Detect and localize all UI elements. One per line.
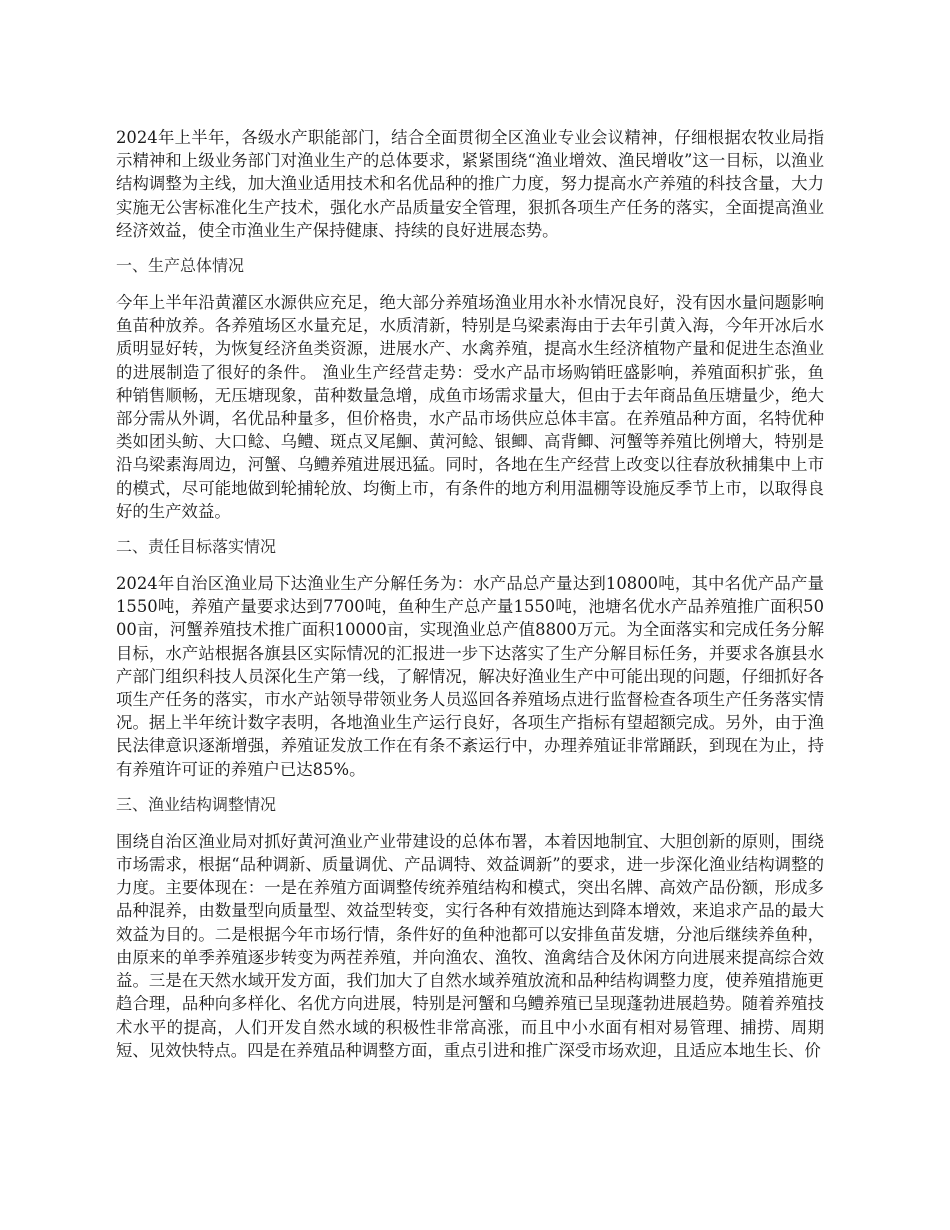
section-heading-structure-adjustment: 三、渔业结构调整情况 [116,794,277,814]
section-body-structure-adjustment: 围绕自治区渔业局对抓好黄河渔业产业带建设的总体布署，本着因地制宜、大胆创新的原则，围绕市场需求，根据“品种调新、质量调优、产品调特、效益调新”的要求，进一步深化渔业结构调整的力度。主要体现在：一是在养殖方面调整传统养殖结构和模式，突出名牌、高效产品份额，形成多品种混养，由数量型向质量型、效益型转变，实行各种有效措施达到降本增效，来追求产品的最大效益为目的。二是根据今年市场行情，条件好的鱼种池都可以安排鱼苗发塘，分池后继续养鱼种，由原来的单季养殖逐步转变为两茬养殖，并向渔农、渔牧、渔禽结合及休闲方向进展来提高综合效益。三是在天然水域开发方面，我们加大了自然水域养殖放流和品种结构调整力度，使养殖措施更趋合理，品种向多样化、名优方向进展，特别是河蟹和乌鳢养殖已呈现蓬勃进展趋势。随着养殖技术水平的提高，人们开发自然水域的积极性非常高涨，而且中小水面有相对易管理、捕捞、周期短、见效快特点。四是在养殖品种调整方面，重点引进和推广深受市场欢迎，且适应本地生长、价 [116,831,824,1060]
section-heading-responsibility-targets: 二、责任目标落实情况 [116,537,277,557]
intro-paragraph: 2024年上半年，各级水产职能部门，结合全面贯彻全区渔业专业会议精神，仔细根据农牧业局指示精神和上级业务部门对渔业生产的总体要求，紧紧围绕“渔业增效、渔民增收”这一目标，以渔业结构调整为主线，加大渔业适用技术和名优品种的推广力度，努力提高水产养殖的科技含量，大力实施无公害标准化生产技术，强化水产品质量安全管理，狠抓各项生产任务的落实，全面提高渔业经济效益，使全市渔业生产保持健康、持续的良好进展态势。 [116,128,824,240]
section-body-production-overview: 今年上半年沿黄灌区水源供应充足，绝大部分养殖场渔业用水补水情况良好，没有因水量问题影响鱼苗种放养。各养殖场区水量充足，水质清新，特别是乌梁素海由于去年引黄入海，今年开冰后水质明显好转，为恢复经济鱼类资源，进展水产、水禽养殖，提高水生经济植物产量和促进生态渔业的进展制造了很好的条件。 渔业生产经营走势：受水产品市场购销旺盛影响，养殖面积扩张，鱼种销售顺畅，无压塘现象，苗种数量急增，成鱼市场需求量大，但由于去年商品鱼压塘量少，绝大部分需从外调，名优品种量多，但价格贵，水产品市场供应总体丰富。在养殖品种方面，名特优种类如团头鲂、大口鲶、乌鳢、斑点叉尾鮰、黄河鲶、银鲫、高背鲫、河蟹等养殖比例增大，特别是沿乌梁素海周边，河蟹、乌鳢养殖进展迅猛。同时，各地在生产经营上改变以往春放秋捕集中上市的模式，尽可能地做到轮捕轮放、均衡上市，有条件的地方利用温棚等设施反季节上市，以取得良好的生产效益。 [116,293,824,521]
section-heading-production-overview: 一、生产总体情况 [116,256,245,276]
section-body-responsibility-targets: 2024年自治区渔业局下达渔业生产分解任务为：水产品总产量达到10800吨，其中名优产品产量1550吨，养殖产量要求达到7700吨，鱼种生产总产量1550吨，池塘名优水产品养殖推广面积5000亩，河蟹养殖技术推广面积10000亩，实现渔业总产值8800万元。为全面落实和完成任务分解目标，水产站根据各旗县区实际情况的汇报进一步下达落实了生产分解目标任务，并要求各旗县水产部门组织科技人员深化生产第一线，了解情况，解决好渔业生产中可能出现的问题，仔细抓好各项生产任务的落实，市水产站领导带领业务人员巡回各养殖场点进行监督检查各项生产任务落实情况。据上半年统计数字表明，各地渔业生产运行良好，各项生产指标有望超额完成。另外，由于渔民法律意识逐渐增强，养殖证发放工作在有条不紊运行中，办理养殖证非常踊跃，到现在为止，持有养殖许可证的养殖户已达85%。 [116,574,824,779]
